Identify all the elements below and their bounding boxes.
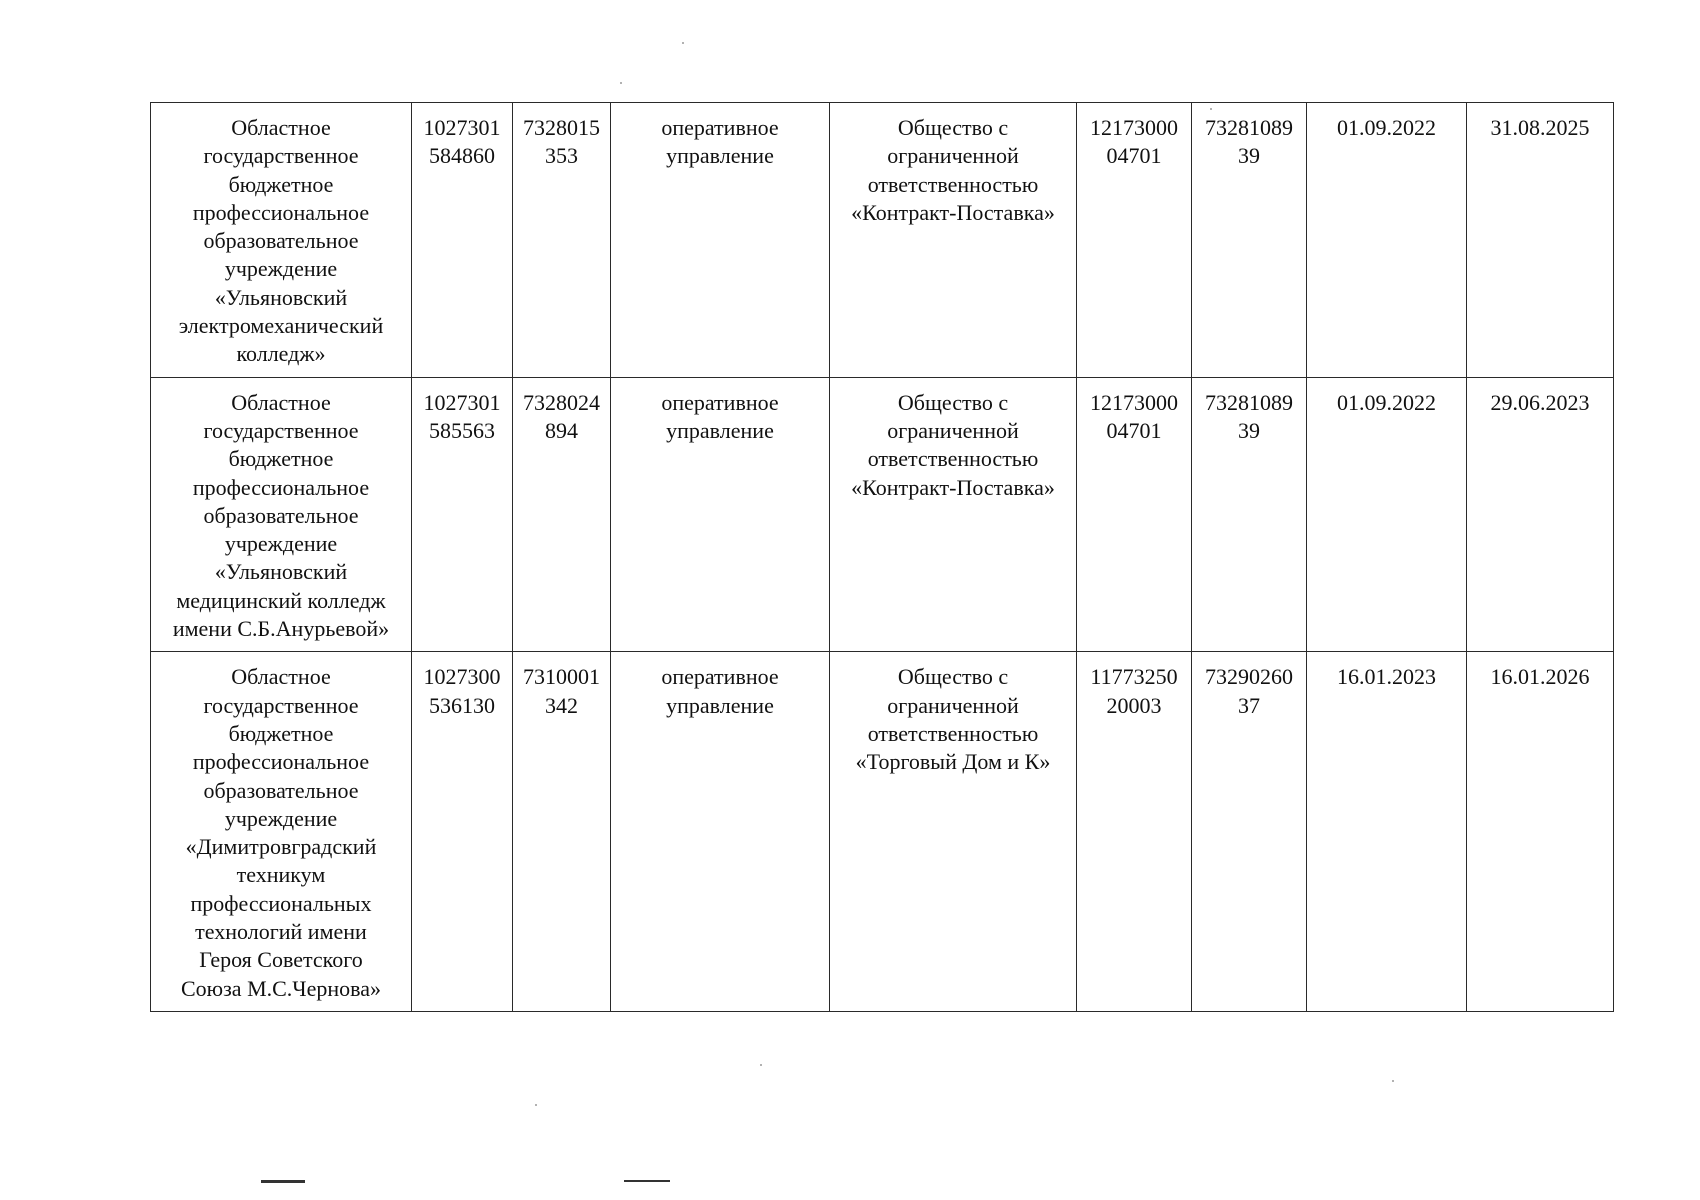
organization-name-cell: Общество с ограниченной ответственностью «Контракт-Поставка»	[830, 377, 1077, 652]
scan-speck	[1392, 1080, 1394, 1082]
institution-ogrn-cell: 1027300 536130	[412, 652, 513, 1012]
registry-table	[150, 102, 1614, 1012]
scan-speck	[535, 1104, 537, 1106]
organization-name-cell: Общество с ограниченной ответственностью «Торговый Дом и К»	[830, 652, 1077, 1012]
end-date-cell: 29.06.2023	[1467, 377, 1614, 652]
start-date-cell: 16.01.2023	[1307, 652, 1467, 1012]
table-row	[151, 377, 1614, 652]
institution-inn-cell: 7310001 342	[513, 652, 611, 1012]
organization-inn-cell: 73281089 39	[1192, 377, 1307, 652]
right-type-cell: оперативное управление	[611, 103, 830, 378]
scan-speck	[682, 42, 684, 44]
end-date-cell: 16.01.2026	[1467, 652, 1614, 1012]
institution-inn-cell: 7328024 894	[513, 377, 611, 652]
organization-inn-cell: 73290260 37	[1192, 652, 1307, 1012]
institution-name-cell: Областное государственное бюджетное профессиональное образовательное учреждение «Димитровградский техникум профессиональных технологий имени Героя Советского Союза М.С.Чернова»	[151, 652, 412, 1012]
scan-mark	[624, 1180, 670, 1182]
scan-speck	[760, 1064, 762, 1066]
scan-mark	[261, 1180, 305, 1183]
organization-name-cell: Общество с ограниченной ответственностью «Контракт-Поставка»	[830, 103, 1077, 378]
institution-ogrn-cell: 1027301 584860	[412, 103, 513, 378]
table-row	[151, 103, 1614, 378]
organization-ogrn-cell: 12173000 04701	[1077, 103, 1192, 378]
institution-name-cell: Областное государственное бюджетное профессиональное образовательное учреждение «Ульяновский медицинский колледж имени С.Б.Анурьевой»	[151, 377, 412, 652]
scan-speck	[1210, 108, 1212, 110]
organization-inn-cell: 73281089 39	[1192, 103, 1307, 378]
organization-ogrn-cell: 12173000 04701	[1077, 377, 1192, 652]
start-date-cell: 01.09.2022	[1307, 377, 1467, 652]
right-type-cell: оперативное управление	[611, 377, 830, 652]
institution-name-cell: Областное государственное бюджетное профессиональное образовательное учреждение «Ульяновский электромеханический колледж»	[151, 103, 412, 378]
organization-ogrn-cell: 11773250 20003	[1077, 652, 1192, 1012]
institution-ogrn-cell: 1027301 585563	[412, 377, 513, 652]
right-type-cell: оперативное управление	[611, 652, 830, 1012]
scan-speck	[620, 82, 622, 84]
institution-inn-cell: 7328015 353	[513, 103, 611, 378]
end-date-cell: 31.08.2025	[1467, 103, 1614, 378]
table-row	[151, 652, 1614, 1012]
start-date-cell: 01.09.2022	[1307, 103, 1467, 378]
